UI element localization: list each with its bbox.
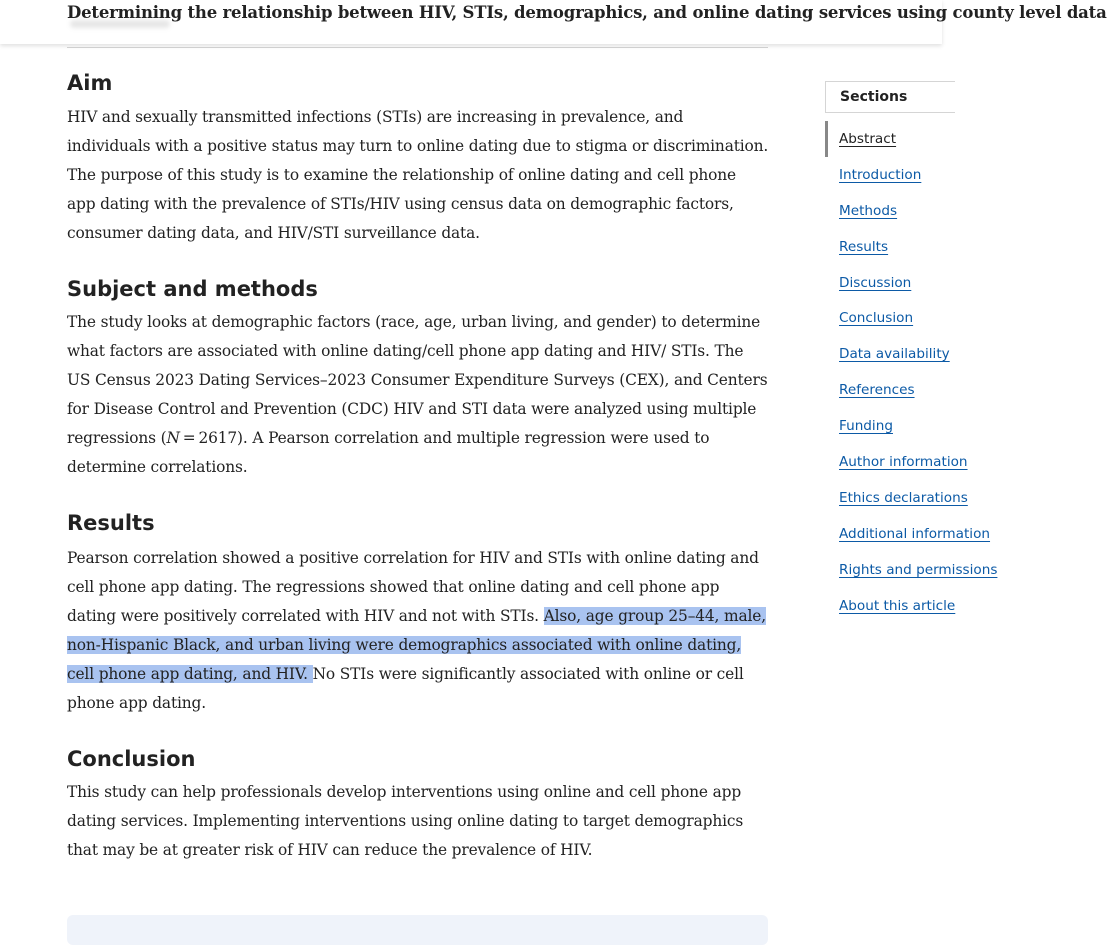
heading-methods: Subject and methods <box>67 277 318 301</box>
article-title: Determining the relationship between HIV, STIs, demographics, and online dating services using county level data <box>67 3 1107 22</box>
nav-link-author-information[interactable]: Author information <box>839 454 968 471</box>
nav-link-conclusion[interactable]: Conclusion <box>839 310 914 327</box>
nav-item-introduction[interactable] <box>825 157 955 193</box>
nav-link-introduction[interactable]: Introduction <box>839 166 922 183</box>
paragraph-aim: HIV and sexually transmitted infections (STIs) are increasing in prevalence, and individuals with a positive status may turn to online dating due to stigma or discrimination. The purpose of this study is to examine the relationship of online dating and cell phone app dating with the prevalence of STIs/HIV using census data on demographic factors, consumer dating data, and HIV/STI surveillance data. <box>67 108 769 242</box>
section-aim <box>67 69 769 248</box>
nav-item-funding[interactable] <box>825 408 955 444</box>
heading-aim: Aim <box>67 71 113 95</box>
sections-sidebar <box>825 81 998 623</box>
paragraph-results <box>67 544 769 718</box>
nav-item-additional-information[interactable] <box>825 516 991 552</box>
nav-link-discussion[interactable]: Discussion <box>839 274 912 291</box>
nav-item-ethics-declarations[interactable] <box>825 480 968 516</box>
header-shadow <box>70 20 170 28</box>
n-symbol: N <box>166 429 180 447</box>
next-panel-box <box>67 915 768 945</box>
nav-item-methods[interactable] <box>825 193 955 229</box>
divider <box>67 47 768 48</box>
methods-text-start: The study looks at demographic factors (race, age, urban living, and gender) to determine what factors are associated with online dating/cell phone app dating and HIV/ STIs. The US Census 2023 Dating Services–2023 Consumer Expenditure Surveys (CEX), and Centers for Disease Control and Prevention (CDC) HIV and STI data were analyzed using multiple regressions ( <box>67 313 768 447</box>
methods-text-end: = 2617). A Pearson correlation and multiple regression were used to determine correlations. <box>67 429 710 476</box>
nav-item-results[interactable] <box>825 229 955 265</box>
nav-link-data-availability[interactable]: Data availability <box>839 346 950 363</box>
nav-link-funding[interactable]: Funding <box>839 418 893 435</box>
heading-results: Results <box>67 511 155 535</box>
heading-conclusion: Conclusion <box>67 747 196 771</box>
nav-item-conclusion[interactable] <box>825 300 955 336</box>
nav-link-references[interactable]: References <box>839 382 915 399</box>
section-methods <box>67 275 769 482</box>
nav-item-references[interactable] <box>825 372 955 408</box>
nav-item-about-this-article[interactable] <box>825 588 955 624</box>
nav-item-data-availability[interactable] <box>825 336 955 372</box>
nav-link-rights-and-permissions[interactable]: Rights and permissions <box>839 561 998 578</box>
nav-item-discussion[interactable] <box>825 265 955 301</box>
active-indicator <box>825 121 828 157</box>
sticky-header <box>0 0 1107 44</box>
results-text-end: No STIs were significantly associated with online or cell phone app dating. <box>67 665 744 712</box>
results-text-start: Pearson correlation showed a positive correlation for HIV and STIs with online dating and cell phone app dating. The regressions showed that online dating and cell phone app dating were positively correlated with HIV and not with STIs. <box>67 549 759 625</box>
section-conclusion <box>67 745 769 865</box>
selected-text[interactable]: Also, age group 25–44, male, non-Hispanic Black, and urban living were demographics associated with online dating, cell phone app dating, and HIV. <box>67 607 766 683</box>
nav-link-abstract[interactable]: Abstract <box>839 131 897 147</box>
paragraph-conclusion: This study can help professionals develop interventions using online and cell phone app dating services. Implementing interventions using online dating to target demographics that may be at greater risk of HIV can reduce the prevalence of HIV. <box>67 783 744 859</box>
nav-link-about-this-article[interactable]: About this article <box>839 597 956 614</box>
abstract-content <box>67 52 769 865</box>
nav-link-methods[interactable]: Methods <box>839 202 898 219</box>
paragraph-methods <box>67 308 769 482</box>
nav-link-additional-information[interactable]: Additional information <box>839 525 991 542</box>
nav-item-abstract[interactable] <box>825 121 955 157</box>
sidebar-heading: Sections <box>825 81 955 113</box>
nav-link-ethics-declarations[interactable]: Ethics declarations <box>839 489 968 506</box>
nav-item-rights-and-permissions[interactable] <box>825 552 998 588</box>
section-results <box>67 509 769 718</box>
sections-nav <box>825 121 998 623</box>
nav-item-author-information[interactable] <box>825 444 968 480</box>
nav-link-results[interactable]: Results <box>839 238 889 255</box>
